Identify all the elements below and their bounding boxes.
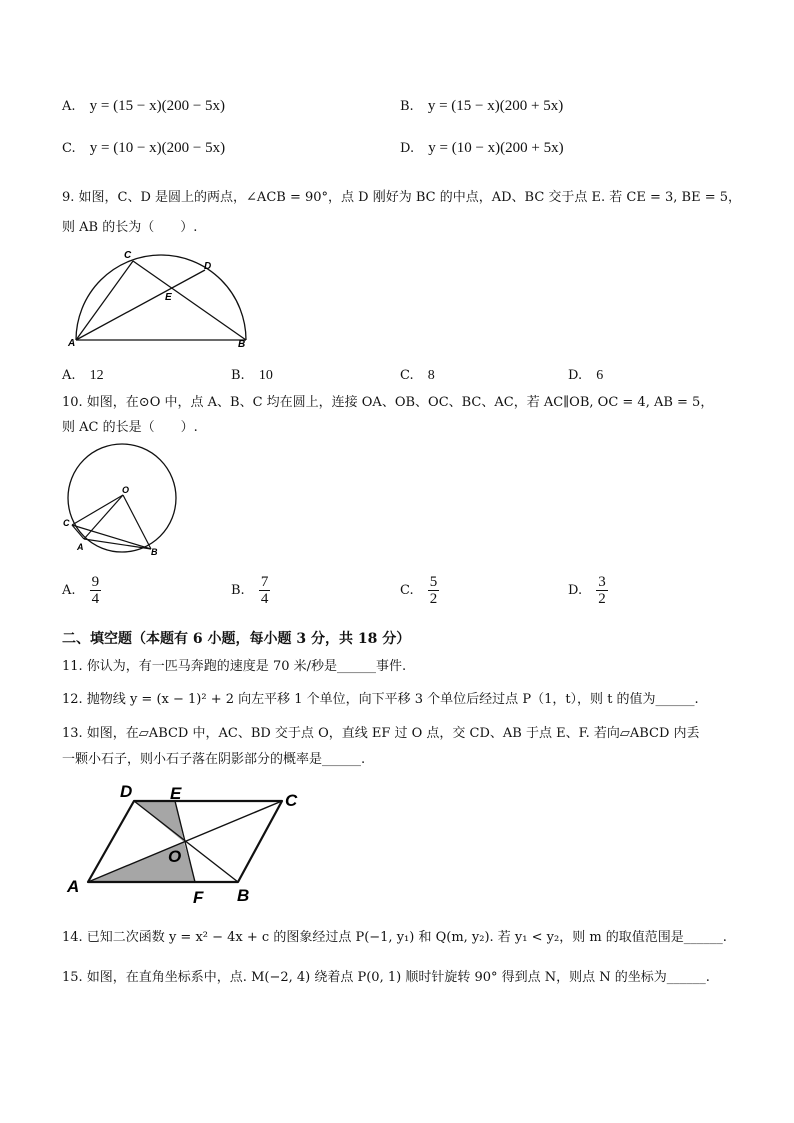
q10-option-b-fraction: $\frac{7}{4}$	[260, 574, 269, 607]
q9-label-e: E	[165, 292, 172, 303]
section-heading: 二、填空题（本题有 6 小题，每小题 3 分，共 18 分）	[62, 631, 411, 647]
q9-label-c: C	[124, 250, 132, 261]
q13-label-o: O	[168, 847, 182, 866]
q9-label-d: D	[204, 261, 212, 272]
q9-semicircle-figure	[64, 248, 250, 348]
q13-label-f: F	[193, 888, 204, 905]
q9-arc	[76, 255, 246, 340]
q10-option-b[interactable]: B. $\frac{7}{4}$	[231, 574, 269, 607]
q9-option-d[interactable]: D. 6	[568, 368, 604, 383]
q9-stem-line2: 则 AB 的长为（ ）.	[62, 220, 198, 235]
q10-label-a: A	[77, 542, 84, 552]
q10-option-a-fraction: $\frac{9}{4}$	[91, 574, 100, 607]
q11-stem: 11. 你认为，有一匹马奔跑的速度是 70 米/秒是______事件.	[62, 659, 407, 674]
q10-option-a[interactable]: A. $\frac{9}{4}$	[62, 574, 100, 607]
q14-stem: 14. 已知二次函数 y = x² − 4x + c 的图象经过点 P(−1, y₁) 和 Q(m, y₂). 若 y₁ < y₂，则 m 的取值范围是______.	[62, 930, 727, 945]
q15-stem: 15. 如图，在直角坐标系中，点. M(−2, 4) 绕着点 P(0, 1) 顺时针旋转 90° 得到点 N，则点 N 的坐标为______.	[62, 970, 710, 985]
q10-stem-line1: 10. 如图，在⊙O 中，点 A、B、C 均在圆上，连接 OA、OB、OC、BC、AC，若 AC∥OB, OC = 4, AB = 5，	[62, 395, 714, 410]
q13-label-b: B	[237, 886, 250, 905]
q9-segment-ac	[76, 261, 133, 340]
q9-segment-ad	[76, 270, 205, 340]
q13-label-e: E	[170, 784, 182, 803]
q10-option-d-fraction: $\frac{3}{2}$	[598, 574, 606, 607]
q10-circle	[68, 444, 176, 552]
q13-label-a: A	[67, 877, 80, 896]
q13-stem-line2: 一颗小石子，则小石子落在阴影部分的概率是______.	[62, 752, 366, 767]
q10-option-c-fraction: $\frac{5}{2}$	[429, 574, 438, 607]
q10-label-b: B	[151, 547, 158, 557]
q10-label-c: C	[63, 518, 70, 528]
q9-option-b[interactable]: B. 10	[231, 368, 273, 383]
q13-label-c: C	[285, 791, 298, 810]
q9-label-a: A	[68, 338, 76, 348]
q10-segment-oc	[72, 495, 123, 525]
q13-parallelogram-figure	[60, 779, 312, 905]
q12-stem: 12. 抛物线 y = (x − 1)² + 2 向左平移 1 个单位，向下平移 3 个单位后经过点 P（1，t），则 t 的值为______.	[62, 692, 699, 707]
q8-option-c[interactable]: C. y = (10 − x)(200 − 5x)	[62, 140, 226, 156]
q8-option-a[interactable]: A. y = (15 − x)(200 − 5x)	[62, 98, 226, 114]
q9-option-c[interactable]: C. 8	[400, 368, 435, 383]
q8-option-b[interactable]: B. y = (15 − x)(200 + 5x)	[400, 98, 564, 114]
q9-stem-line1: 9. 如图，C、D 是圆上的两点，∠ACB = 90°，点 D 刚好为 BC 的中点，AD、BC 交于点 E. 若 CE = 3, BE = 5，	[62, 190, 742, 205]
q8-option-d[interactable]: D. y = (10 − x)(200 + 5x)	[400, 140, 564, 156]
q10-segment-ob	[123, 495, 151, 549]
q10-segment-oa	[84, 495, 123, 539]
q9-option-a[interactable]: A. 12	[62, 368, 104, 383]
q13-stem-line1: 13. 如图，在▱ABCD 中，AC、BD 交于点 O，直线 EF 过 O 点，交 CD、AB 于点 E、F. 若向▱ABCD 内丢	[62, 726, 700, 741]
q10-option-c[interactable]: C. $\frac{5}{2}$	[400, 574, 438, 607]
q10-label-o: O	[122, 485, 130, 495]
q9-label-b: B	[238, 339, 246, 348]
q13-label-d: D	[120, 782, 133, 801]
q10-circle-figure	[60, 442, 180, 558]
q10-stem-line2: 则 AC 的长是（ ）.	[62, 420, 198, 435]
q10-option-d[interactable]: D. $\frac{3}{2}$	[568, 574, 606, 607]
